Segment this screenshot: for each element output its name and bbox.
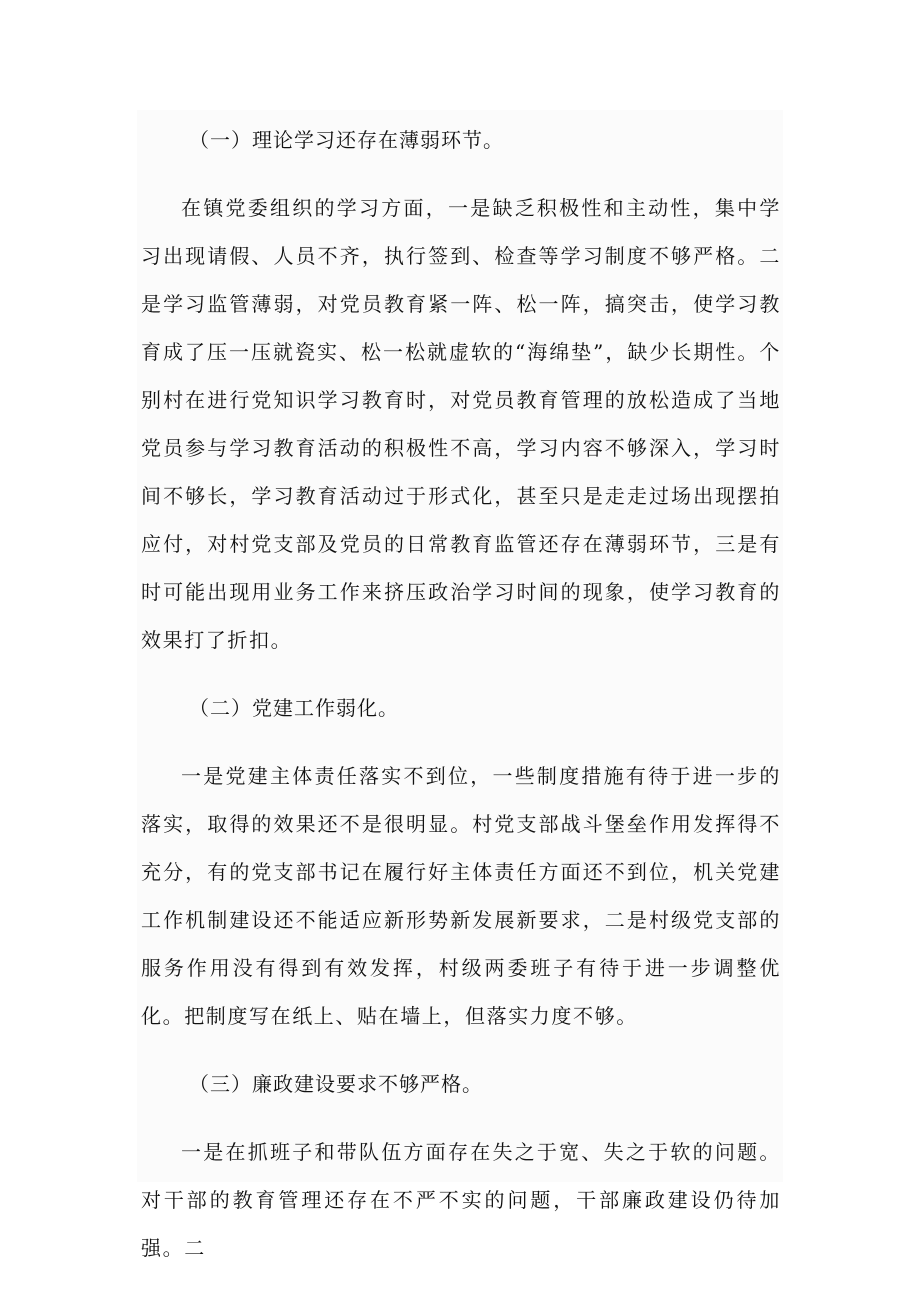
spacer [141,1040,781,1060]
section-paragraph-1: 在镇党委组织的学习方面，一是缺乏积极性和主动性，集中学习出现请假、人员不齐，执行签到、检查等学习制度不够严格。二是学习监管薄弱，对党员教育紧一阵、松一阵，搞突击，使学习教育成了压一压就瓷实、松一松就虚软的“海绵垫”，缺少长期性。个别村在进行党知识学习教育时，对党员教育管理的放松造成了当地党员参与学习教育活动的积极性不高，学习内容不够深入，学习时间不够长，学习教育活动过于形式化，甚至只是走走过场出现摆拍应付，对村党支部及党员的日常教育监管还存在薄弱环节，三是有时可能出现用业务工作来挤压政治学习时间的现象，使学习教育的效果打了折扣。 [141,196,781,652]
spacer [141,732,781,752]
document-page [137,110,783,1260]
section-paragraph-3: 一是在抓班子和带队伍方面存在失之于宽、失之于软的问题。对干部的教育管理还存在不严不实的问题，干部廉政建设仍待加强。二 [141,1140,781,1260]
spacer [141,164,781,184]
section-paragraph-2: 一是党建主体责任落实不到位，一些制度措施有待于进一步的落实，取得的效果还不是很明显。村党支部战斗堡垒作用发挥得不充分，有的党支部书记在履行好主体责任方面还不到位，机关党建工作机制建设还不能适应新形势新发展新要求，二是村级党支部的服务作用没有得到有效发挥，村级两委班子有待于进一步调整优化。把制度写在纸上、贴在墙上，但落实力度不够。 [141,764,781,1028]
spacer [141,664,781,684]
spacer [141,1108,781,1128]
section-heading-1: （一）理论学习还存在薄弱环节。 [189,128,504,152]
section-heading-3: （三）廉政建设要求不够严格。 [189,1072,483,1096]
section-heading-2: （二）党建工作弱化。 [189,696,399,720]
document-body [141,116,781,1272]
